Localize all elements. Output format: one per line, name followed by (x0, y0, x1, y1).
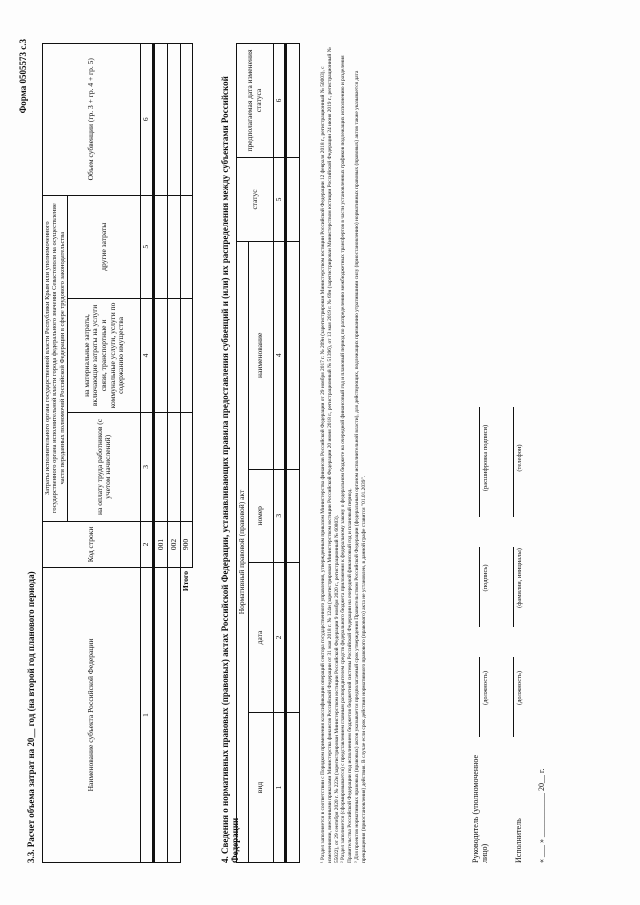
head-label: Руководитель (уполномоченное лицо) (471, 754, 490, 863)
acts-table (236, 43, 300, 863)
header-status: статус (237, 157, 274, 241)
col-number: 1 (273, 712, 286, 862)
col-number: 6 (273, 43, 286, 157)
col-number: 2 (141, 521, 154, 567)
row-code: 001 (154, 521, 168, 567)
header-act: Нормативный правовой (правовой) акт (237, 241, 249, 862)
decoding-caption: (расшифровка подписи) (482, 424, 490, 491)
header-material: на материальные затраты, включающие затраты на услуги связи, транспортные и коммунальные услуги, услуги по содержанию имущества (68, 298, 141, 412)
col-number: 3 (141, 412, 154, 521)
total-code: 900 (181, 521, 193, 567)
col-number: 2 (273, 562, 286, 712)
col-number: 5 (141, 195, 154, 298)
header-number: номер (248, 469, 273, 562)
date-line: « ___ » ___________ 20__ г. (537, 768, 547, 863)
header-costs-group: Затраты исполнительного органа государственной власти Республики Крым или уполномоченного государственного органа исполнительной власти города федерального значения Севастополя на осуществление части переданных полномочий Российской Федерации в сфере трудового законодательства (43, 195, 68, 521)
col-number: 4 (273, 241, 286, 469)
footnote-2: ² Раздел заполняется (сформировывается) с представлением главным распорядителем средств федерального бюджета приложения к федеральному закону о федеральном бюджете на очередной финансовый год и плановый период по распределению межбюджетных трансфертов в части установленных графиков подлежащих исполнению и разделения Правительства Российской Федерации под исполнением бюджетов бюджетной системы Российской Федерации на очередной финансовый год и плановый период. (340, 54, 353, 863)
header-code: Код строки (43, 521, 141, 567)
rotated-form (20, 33, 620, 873)
col-number: 3 (273, 469, 286, 562)
executor-position-caption: (должность) (515, 670, 523, 705)
header-labor: на оплату труда работников (с учетом начислений) (68, 412, 141, 521)
header-other: другие затраты (68, 195, 141, 298)
footnote-1: ¹ Раздел заполняется в соответствии с Порядком применения классификации операций сектора государственного управления, утвержденным приказом Министерства финансов Российской Федерации от 29 ноября 2017 г. № 209н (зарегистрирован Министерством юстиции Российской Федерации 12 февраля 2018 г., регистрационный № 50003), с изменениями, внесенными приказами Министерства финансов Российской Федерации от 31 мая 2018 г. № 124н (зарегистрирован Министерством юстиции Российской Федерации 20 июня 2018 г., регистрационный № 51396), от 13 мая 2019 г. № 69н (зарегистрирован Министерством юстиции Российской Федерации 24 июня 2019 г., регистрационный № 55022), от 29 сентября 2020 г. № 222н (зарегистрирован Министерством юстиции Российской Федерации 9 ноября 2020 г., регистрационный № 60803). (320, 46, 340, 863)
table-row (286, 43, 300, 862)
col-number: 4 (141, 298, 154, 412)
header-volume: Объем субвенции (гр. 3 + гр. 4 + гр. 5) (43, 43, 141, 195)
signature-block (470, 43, 547, 863)
header-region: Наименование субъекта Российской Федерации (43, 567, 141, 862)
column-number-row (273, 43, 286, 862)
footnotes (320, 43, 367, 863)
section-4-title: 4. Сведения о нормативных правовых (правовых) актах Российской Федерации, устанавливающих правила предоставления субвенций и (или) их распределения между субъектами Российской Федерации (220, 75, 241, 863)
form-number: Форма 0505573 с.3 (18, 38, 28, 113)
table-row (154, 43, 168, 862)
executor-label: Исполнитель (514, 817, 524, 863)
total-row (181, 43, 193, 862)
row-code: 002 (168, 521, 181, 567)
footnote-3: ³ Для проектов нормативных правовых (правовых) актов указывается предполагаемый срок утверждения Правительством Российской Федерации (федеральным органом исполнительной власти), для действующих, подлежащих признанию утратившими силу (приостановлению) нормативных правовых (правовых) актов также указывается дата прекращения (приостановления) действия. В случае если срок действия нормативного правового (правового) акта не установлен, в данной графе ставится "01.01.2039". (353, 70, 367, 863)
signature-caption: (подпись) (482, 564, 490, 591)
costs-table (42, 43, 193, 863)
header-type: вид (248, 712, 273, 862)
table-row (168, 43, 181, 862)
position-caption: (должность) (482, 670, 490, 705)
name-caption: (фамилия, инициалы) (515, 547, 523, 608)
col-number: 1 (141, 567, 154, 862)
column-number-row (141, 43, 154, 862)
col-number: 6 (141, 43, 154, 195)
col-number: 5 (273, 157, 286, 241)
header-date: дата (248, 562, 273, 712)
header-name: наименование (248, 241, 273, 469)
phone-caption: (телефон) (515, 443, 523, 472)
header-effective-date: предполагаемая дата изменения статуса (237, 43, 274, 157)
section-3-3-title: 3.3. Расчет объема затрат на 20__ год (на второй год планового периода) (26, 570, 36, 863)
total-label: Итого (181, 567, 193, 862)
